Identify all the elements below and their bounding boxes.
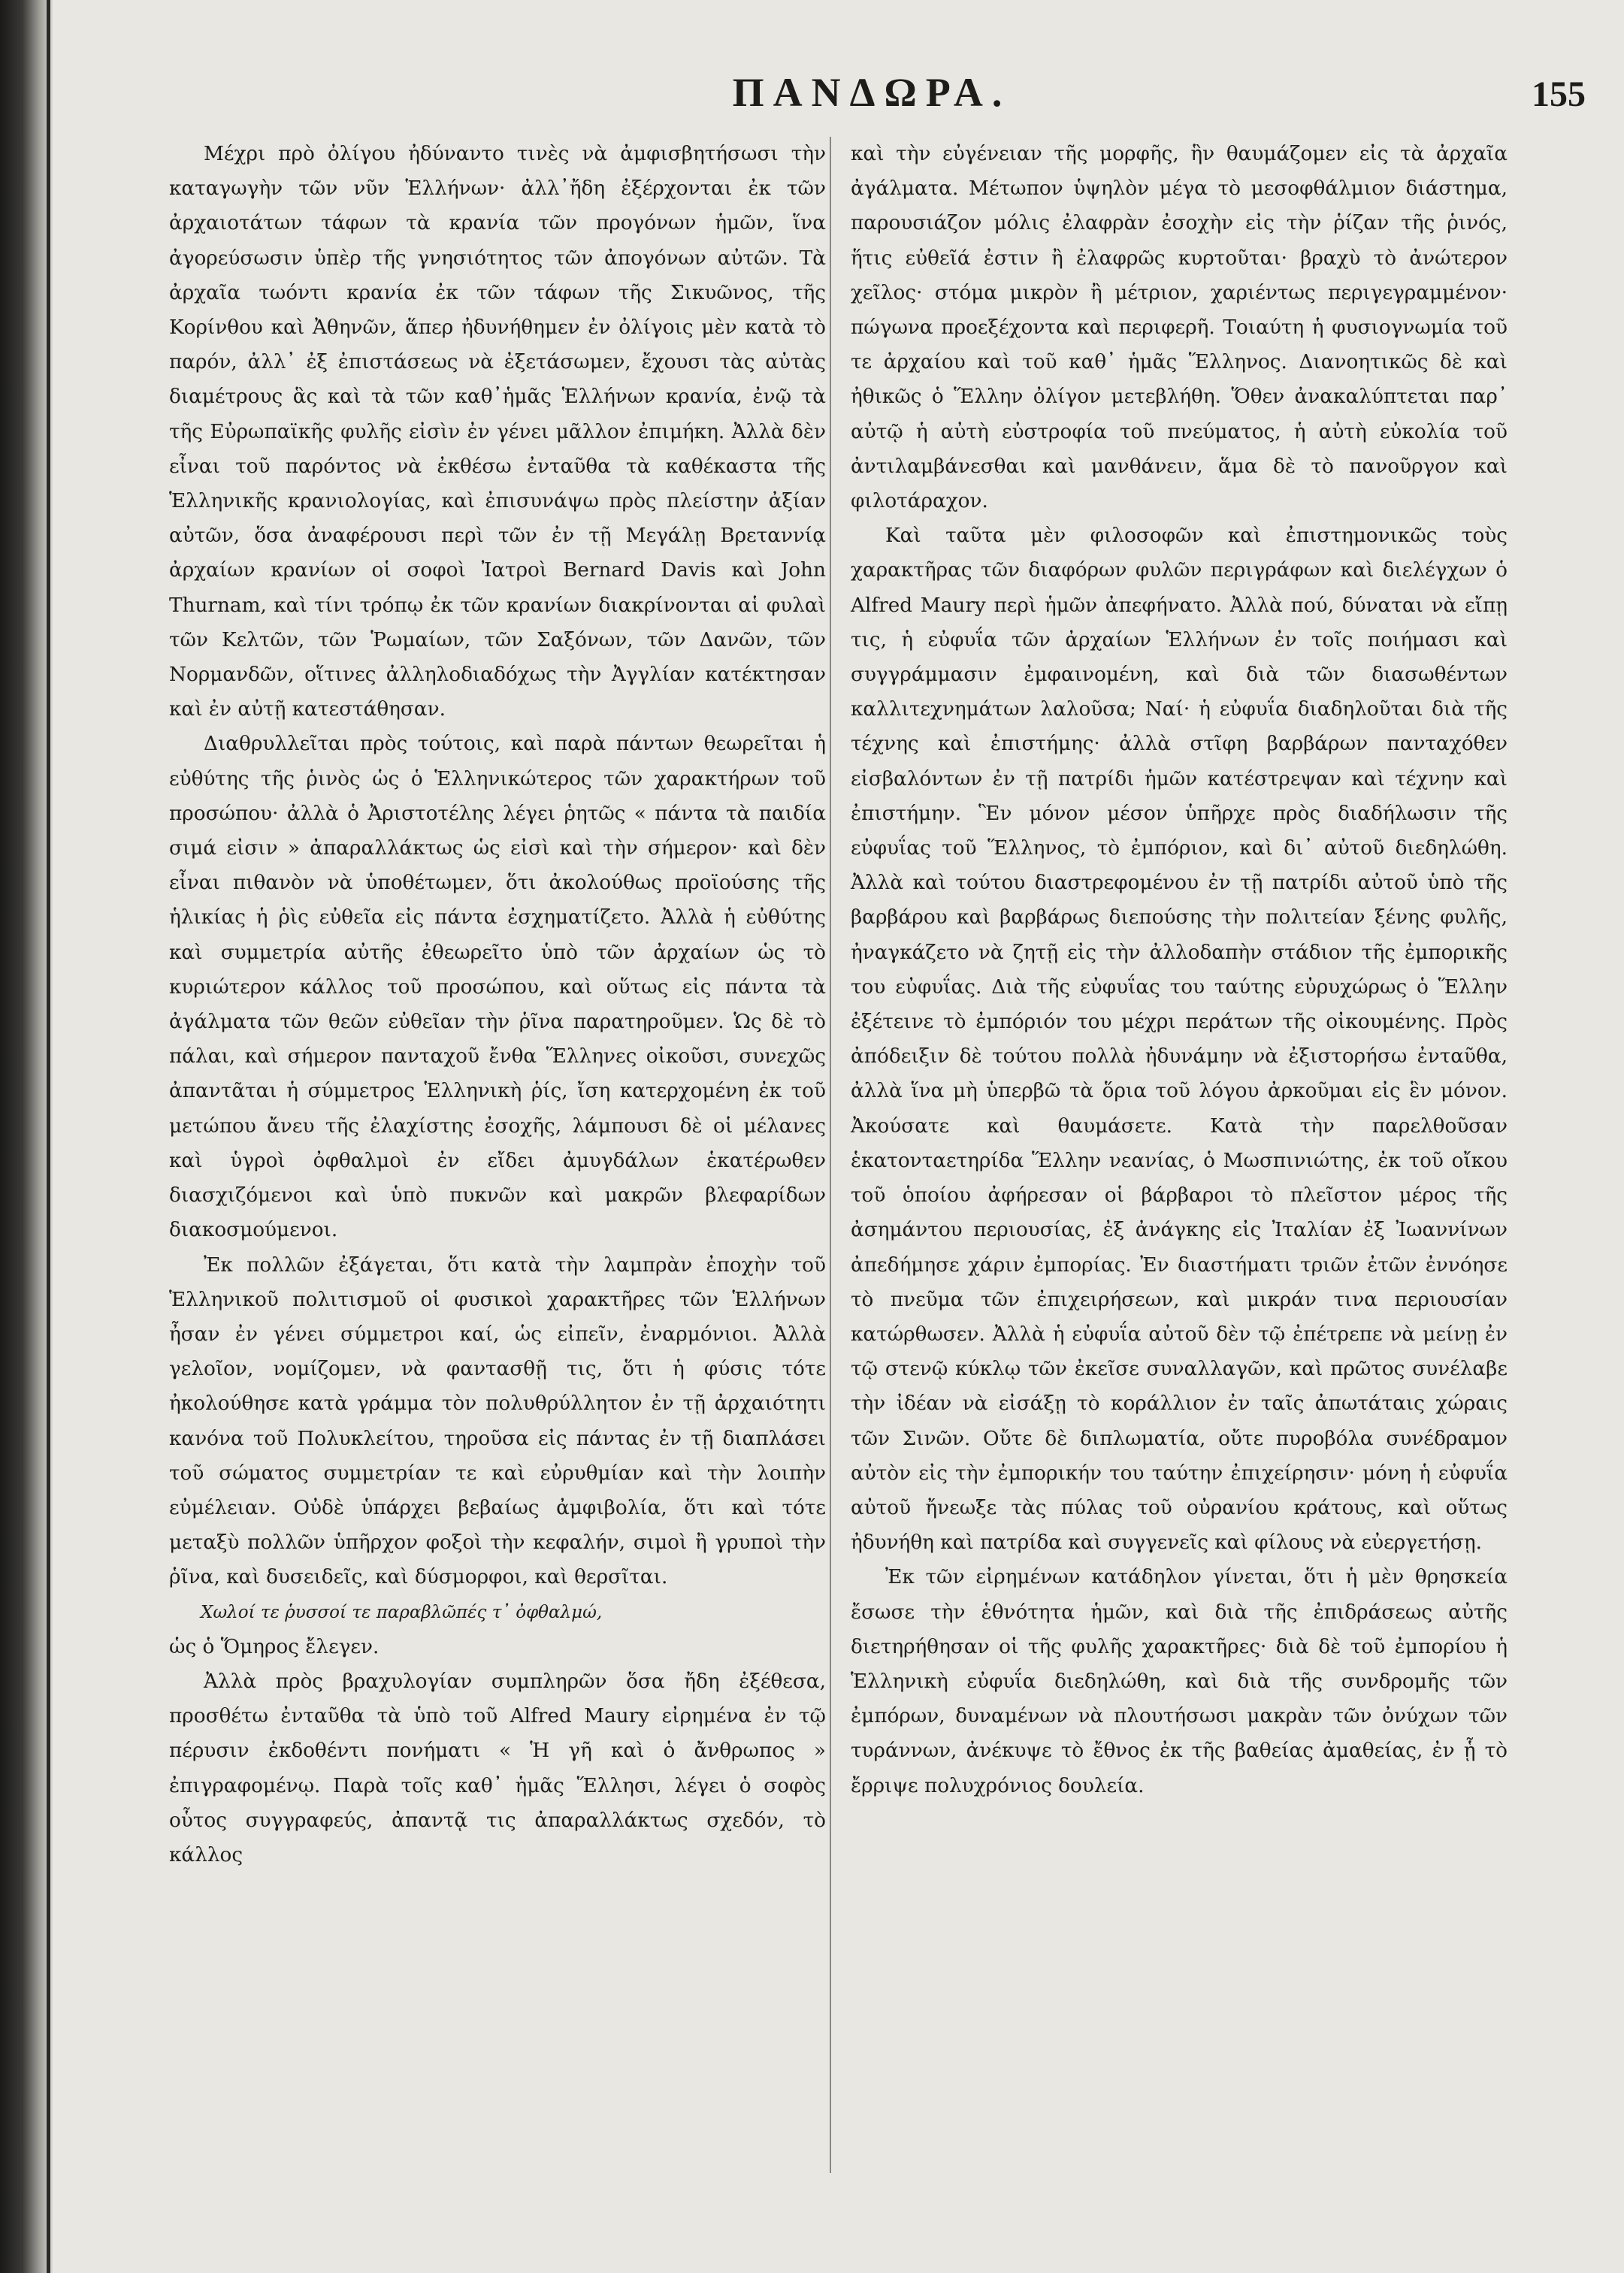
quoted-verse: Χωλοί τε ῥυσσοί τε παραβλῶπές τ᾽ ὀφθαλμώ, [201, 1602, 603, 1622]
book-spine-shadow [0, 0, 53, 2273]
paragraph: Ἐκ τῶν εἰρημένων κατάδηλον γίνεται, ὅτι ἡ μὲν θρησκεία ἔσωσε τὴν ἑθνότητα ἡμῶν, καὶ διὰ τῆς ἐπιδράσεως αὐτῆς διετηρήθησαν οἱ τῆς φυλῆς χαρακτῆρες· διὰ δὲ τοῦ ἐμπορίου ἡ Ἑλληνικὴ εὐφυΐα διεδηλώθη, καὶ διὰ τῆς συνδρομῆς τῶν ἐμπόρων, δυναμένων νὰ πλουτήσωσι μακρὰν τῶν ὀνύχων τῶν τυράννων, ἀνέκυψε τὸ ἔθνος ἐκ τῆς βαθείας ἀμαθείας, ἐν ᾗ τὸ ἔρριψε πολυχρόνιος δουλεία. [851, 1566, 1508, 1797]
paragraph: Καὶ ταῦτα μὲν φιλοσοφῶν καὶ ἐπιστημονικῶς τοὺς χαρακτῆρας τῶν διαφόρων φυλῶν περιγράφων καὶ διελέγχων ὁ Alfred Maury περὶ ἡμῶν ἀπεφήνατο. Ἀλλὰ πού, δύναται νὰ εἴπῃ τις, ἡ εὐφυΐα τῶν ἀρχαίων Ἑλλήνων ἐν τοῖς ποιήμασι καὶ συγγράμμασιν ἐμφαινομένη, καὶ διὰ τῶν διασωθέντων καλλιτεχνημάτων λαλοῦσα; Ναί· ἡ εὐφυΐα διαδηλοῦται διὰ τῆς τέχνης καὶ ἐπιστήμης· ἀλλὰ στῖφη βαρβάρων πανταχόθεν εἰσβαλόντων ἐν τῇ πατρίδι ἡμῶν κατέστρεψαν καὶ τέχνην καὶ ἐπιστήμην. Ἓν μόνον μέσον ὑπῆρχε πρὸς διαδήλωσιν τῆς εὐφυΐας τοῦ Ἕλληνος, τὸ ἐμπόριον, καὶ δι᾽ αὐτοῦ διεδηλώθη. Ἀλλὰ καὶ τούτου διαστρεφομένου ἐν τῇ πατρίδι αὐτοῦ ὑπὸ τῆς βαρβάρου καὶ βαρβάρως διεπούσης τὴν πολιτείαν ξένης φυλῆς, ἠναγκάζετο νὰ ζητῇ εἰς τὴν ἀλλοδαπὴν στάδιον τῆς ἐμπορικῆς του εὐφυΐας. Διὰ τῆς εὐφυΐας του ταύτης εὐρυχώρως ὁ Ἕλλην ἐξέτεινε τὸ ἐμπόριόν του μέχρι περάτων τῆς οἰκουμένης. Πρὸς ἀπόδειξιν δὲ τούτου πολλὰ ἠδυνάμην νὰ ἐξιστορήσω ἐνταῦθα, ἀλλὰ ἵνα μὴ ὑπερβῶ τὰ ὅρια τοῦ λόγου ἀρκοῦμαι εἰς ἓν μόνον. Ἀκούσατε καὶ θαυμάσετε. Κατὰ τὴν παρελθοῦσαν ἑκατονταετηρίδα Ἕλλην νεανίας, ὁ Μωσπινιώτης, ἐκ τοῦ οἴκου τοῦ ὁποίου ἀφήρεσαν οἱ βάρβαροι τὸ πλεῖστον μέρος τῆς ἀσημάντου περιουσίας, ἐξ ἀνάγκης εἰς Ἰταλίαν ἐξ Ἰωαννίνων ἀπεδήμησε χάριν ἐμπορίας. Ἐν διαστήματι τριῶν ἐτῶν ἐννόησε τὸ πνεῦμα τῶν ἐπιχειρήσεων, καὶ μικράν τινα περιουσίαν κατώρθωσεν. Ἀλλὰ ἡ εὐφυΐα αὐτοῦ δὲν τῷ ἐπέτρεπε νὰ μείνῃ ἐν τῷ στενῷ κύκλῳ τῶν ἐκεῖσε συναλλαγῶν, καὶ πρῶτος συνέλαβε τὴν ἰδέαν νὰ εἰσάξῃ τὸ κοράλλιον ἐν ταῖς ἀπωτάταις χώραις τῶν Σινῶν. Οὔτε δὲ διπλωματία, οὔτε πυροβόλα συνέδραμον αὐτὸν εἰς τὴν ἐμπορικήν του ταύτην ἐπιχείρησιν· μόνη ἡ εὐφυΐα αὐτοῦ ἤνεωξε τὰς πύλας τοῦ οὐρανίου κράτους, καὶ οὕτως ἠδυνήθη καὶ πατρίδα καὶ συγγενεῖς καὶ φίλους νὰ εὐεργετήσῃ. [851, 524, 1508, 1555]
paragraph: Μέχρι πρὸ ὀλίγου ἠδύναντο τινὲς νὰ ἀμφισβητήσωσι τὴν καταγωγὴν τῶν νῦν Ἑλλήνων· ἀλλ᾽ἤδη ἐξέρχονται ἐκ τῶν ἀρχαιοτάτων τάφων τὰ κρανία τῶν προγόνων ἡμῶν, ἵνα ἀγορεύσωσιν ὑπὲρ τῆς γνησιότητος τῶν ἀπογόνων αὐτῶν. Τὰ ἀρχαῖα τωόντι κρανία ἐκ τῶν τάφων τῆς Σικυῶνος, τῆς Κορίνθου καὶ Ἀθηνῶν, ἅπερ ἠδυνήθημεν ἐν ὀλίγοις μὲν κατὰ τὸ παρόν, ἀλλ᾽ ἐξ ἐπιστάσεως νὰ ἐξετάσωμεν, ἔχουσι τὰς αὐτὰς διαμέτρους ἃς καὶ τὰ τῶν καθ᾽ἡμᾶς Ἑλλήνων κρανία, ἐνῷ τὰ τῆς Εὐρωπαϊκῆς φυλῆς εἰσὶν ἐν γένει μᾶλλον ἐπιμήκη. Ἀλλὰ δὲν εἶναι τοῦ παρόντος νὰ ἐκθέσω ἐνταῦθα τὰ καθέκαστα τῆς Ἑλληνικῆς κρανιολογίας, καὶ ἐπισυνάψω πρὸς πλείστην ἀξίαν αὐτῶν, ὅσα ἀναφέρουσι περὶ τῶν ἐν τῇ Μεγάλῃ Βρεταννίᾳ ἀρχαίων κρανίων οἱ σοφοὶ Ἰατροὶ Bernard Davis καὶ John Thurnam, καὶ τίνι τρόπῳ ἐκ τῶν κρανίων διακρίνονται αἱ φυλαὶ τῶν Κελτῶν, τῶν Ῥωμαίων, τῶν Σαξόνων, τῶν Δανῶν, τῶν Νορμανδῶν, οἵτινες ἀλληλοδιαδόχως τὴν Ἀγγλίαν κατέκτησαν καὶ ἐν αὐτῇ κατεστάθησαν. [169, 143, 826, 721]
verse-attribution: ὡς ὁ Ὅμηρος ἔλεγεν. [169, 1635, 380, 1658]
right-column [851, 137, 1508, 1803]
paragraph: Ἐκ πολλῶν ἐξάγεται, ὅτι κατὰ τὴν λαμπρὰν ἐποχὴν τοῦ Ἑλληνικοῦ πολιτισμοῦ οἱ φυσικοὶ χαρακτῆρες τῶν Ἑλλήνων ἦσαν ἐν γένει σύμμετροι καί, ὡς εἰπεῖν, ἐναρμόνιοι. Ἀλλὰ γελοῖον, νομίζομεν, νὰ φαντασθῇ τις, ὅτι ἡ φύσις τότε ἠκολούθησε κατὰ γράμμα τὸν πολυθρύλλητον ἐν τῇ ἀρχαιότητι κανόνα τοῦ Πολυκλείτου, τηροῦσα εἰς πάντας ἐν τῇ διαπλάσει τοῦ σώματος συμμετρίαν τε καὶ εὐρυθμίαν καὶ τὴν λοιπὴν εὐμέλειαν. Οὐδὲ ὑπάρχει βεβαίως ἀμφιβολία, ὅτι καὶ τότε μεταξὺ πολλῶν ὑπῆρχον φοξοὶ τὴν κεφαλήν, σιμοὶ ἢ γρυποὶ τὴν ῥῖνα, καὶ δυσειδεῖς, καὶ δύσμορφοι, καὶ θερσῖται. [169, 1253, 826, 1589]
page-number: 155 [1532, 74, 1586, 114]
page-header [158, 69, 1586, 129]
left-column [169, 137, 826, 1873]
paragraph-continued: καὶ τὴν εὐγένειαν τῆς μορφῆς, ἣν θαυμάζομεν εἰς τὰ ἀρχαῖα ἀγάλματα. Μέτωπον ὑψηλὸν μέγα τὸ μεσοφθάλμιον διάστημα, παρουσιάζον μόλις ἐλαφρὰν ἐσοχὴν εἰς τὴν ῥίζαν τῆς ῥινός, ἥτις εὐθεῖά ἐστιν ἢ ἐλαφρῶς κυρτοῦται· βραχὺ τὸ ἀνώτερον χεῖλος· στόμα μικρὸν ἢ μέτριον, χαριέντως περιγεγραμμένον· πώγωνα προεξέχοντα καὶ περιφερῆ. Τοιαύτη ἡ φυσιογνωμία τοῦ τε ἀρχαίου καὶ τοῦ καθ᾽ ἡμᾶς Ἕλληνος. Διανοητικῶς δὲ καὶ ἠθικῶς ὁ Ἕλλην ὀλίγον μετεβλήθη. Ὅθεν ἀνακαλύπτεται παρ᾽ αὐτῷ ἡ αὐτὴ εὐστροφία τοῦ πνεύματος, ἡ αὐτὴ εὐκολία τοῦ ἀντιλαμβάνεσθαι καὶ μανθάνειν, ἅμα δὲ τὸ πανοῦργον καὶ φιλοτάραχον. [851, 143, 1508, 513]
running-title: ΠΑΝΔΩΡΑ. [732, 70, 1012, 115]
page-edge-line [47, 0, 50, 2273]
paragraph: Διαθρυλλεῖται πρὸς τούτοις, καὶ παρὰ πάντων θεωρεῖται ἡ εὐθύτης τῆς ῥινὸς ὡς ὁ Ἑλληνικώτερος τῶν χαρακτήρων τοῦ προσώπου· ἀλλὰ ὁ Ἀριστοτέλης λέγει ῥητῶς « πάντα τὰ παιδία σιμά εἰσιν » ἀπαραλλάκτως ὡς εἰσὶ καὶ τὴν σήμερον· καὶ δὲν εἶναι πιθανὸν νὰ ὑποθέτωμεν, ὅτι ἀκολούθως προϊούσης τῆς ἡλικίας ἡ ῥὶς εὐθεῖα εἰς πάντα ἐσχηματίζετο. Ἀλλὰ ἡ εὐθύτης καὶ συμμετρία αὐτῆς ἐθεωρεῖτο ὑπὸ τῶν ἀρχαίων ὡς τὸ κυριώτερον κάλλος τοῦ προσώπου, καὶ οὕτως εἰς πάντα τὰ ἀγάλματα τῶν θεῶν εὐθεῖαν τὴν ῥῖνα παρατηροῦμεν. Ὡς δὲ τὸ πάλαι, καὶ σήμερον πανταχοῦ ἔνθα Ἕλληνες οἰκοῦσι, συνεχῶς ἀπαντᾶται ἡ σύμμετρος Ἑλληνικὴ ῥίς, ἴση κατερχομένη ἐκ τοῦ μετώπου ἄνευ τῆς ἐλαχίστης ἐσοχῆς, λάμπουσι δὲ οἱ μέλανες καὶ ὑγροὶ ὀφθαλμοὶ ἐν εἴδει ἀμυγδάλων ἑκατέρωθεν διασχιζόμενοι καὶ ὑπὸ πυκνῶν καὶ μακρῶν βλεφαρίδων διακοσμούμενοι. [169, 733, 826, 1242]
column-divider [830, 137, 831, 2173]
paragraph: Ἀλλὰ πρὸς βραχυλογίαν συμπληρῶν ὅσα ἤδη ἐξέθεσα, προσθέτω ἐνταῦθα τὰ ὑπὸ τοῦ Alfred Maury εἰρημένα ἐν τῷ πέρυσιν ἐκδοθέντι πονήματι « Ἡ γῆ καὶ ὁ ἄνθρωπος » ἐπιγραφομένῳ. Παρὰ τοῖς καθ᾽ ἡμᾶς Ἕλλησι, λέγει ὁ σοφὸς οὗτος συγγραφεύς, ἀπαντᾷ τις ἀπαραλλάκτως σχεδόν, τὸ κάλλος [169, 1670, 826, 1866]
